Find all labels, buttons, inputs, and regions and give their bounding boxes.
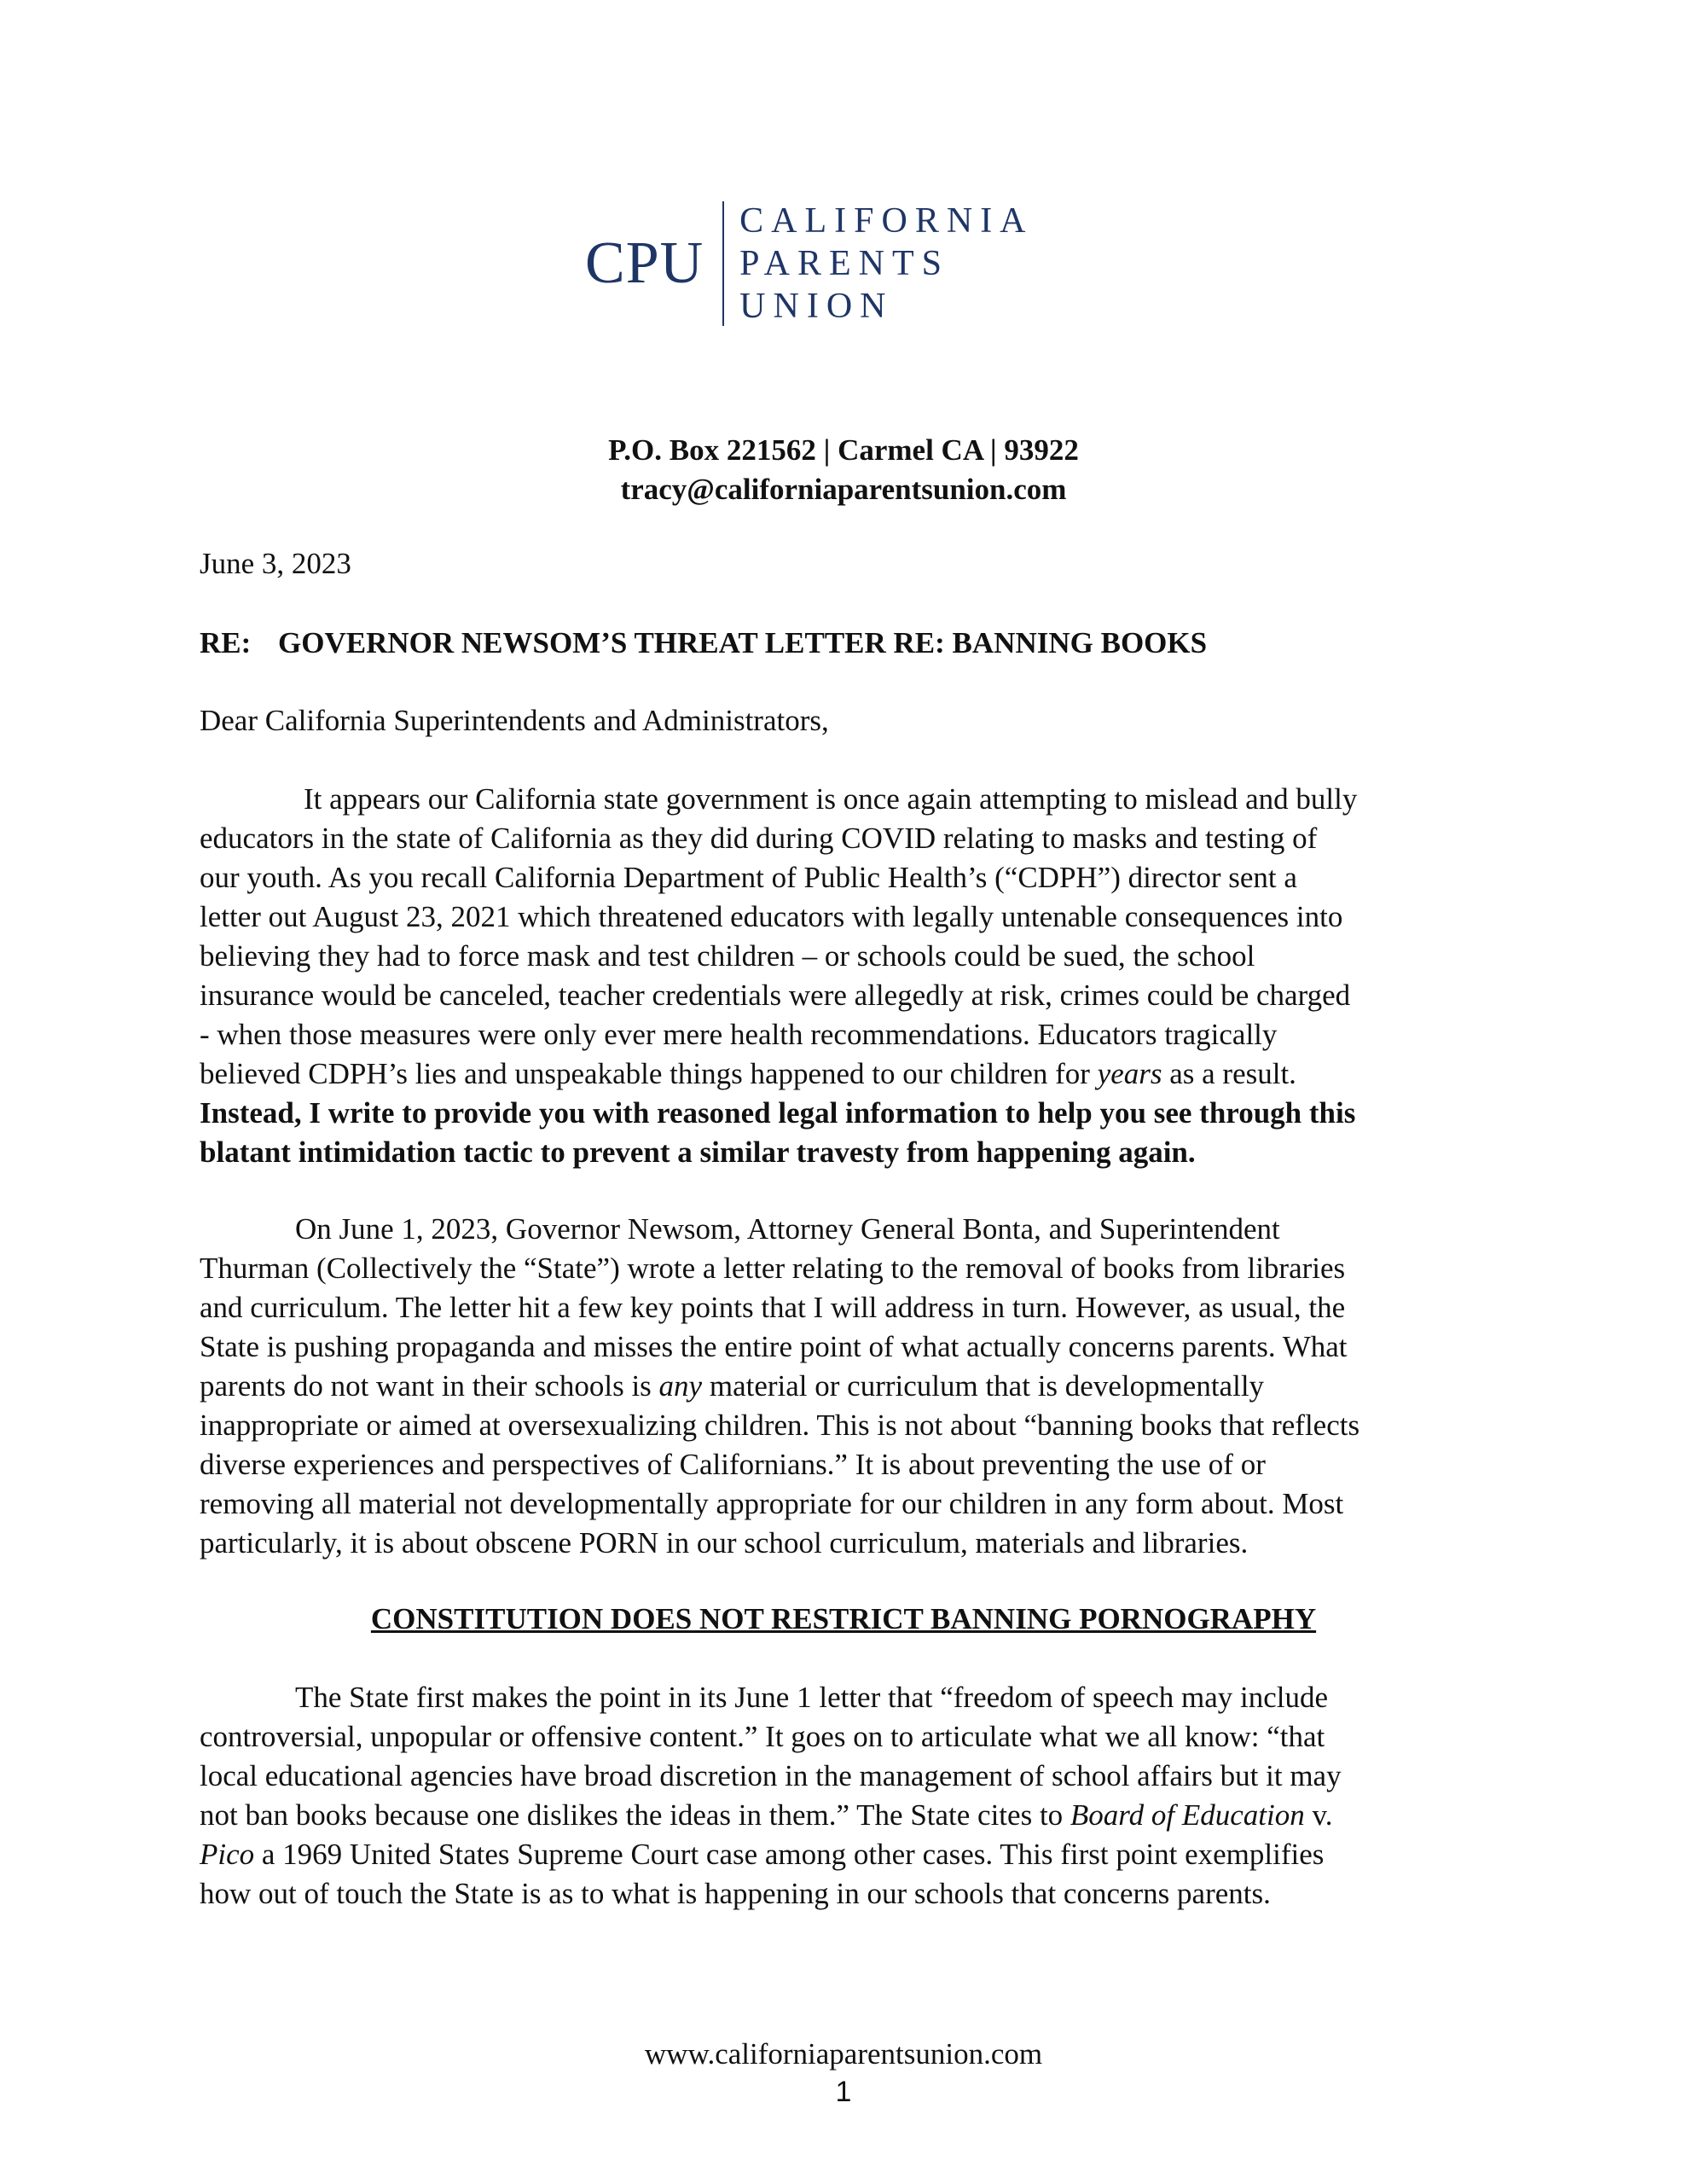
letterhead-email: tracy@californiaparentsunion.com [620,473,1067,506]
logo-abbreviation: CPU [585,230,704,296]
paragraph-line [200,1367,1496,1406]
page-number: 1 [835,2076,852,2108]
case-name-board-of-education: Board of Education [1070,1798,1305,1832]
logo-word-california: CALIFORNIA [739,201,1034,241]
paragraph-2 [200,1210,1496,1563]
paragraph-line: insurance would be canceled, teacher credentials were allegedly at risk, crimes could be charged [200,979,1351,1012]
paragraph-line: local educational agencies have broad discretion in the management of school affairs but it may [200,1759,1342,1792]
letter-date: June 3, 2023 [200,547,351,580]
paragraph-3 [200,1678,1496,1914]
paragraph-line [200,1054,1496,1094]
paragraph-line: inappropriate or aimed at oversexualizing children. This is not about “banning books that reflects [200,1409,1360,1442]
paragraph-line: particularly, it is about obscene PORN in our school curriculum, materials and libraries. [200,1526,1249,1560]
salutation: Dear California Superintendents and Administrators, [200,704,829,737]
bold-line: blatant intimidation tactic to prevent a similar travesty from happening again. [200,1136,1196,1169]
paragraph-line [200,1796,1496,1835]
paragraph-line: believing they had to force mask and test children – or schools could be sued, the school [200,939,1255,973]
line-segment: not ban books because one dislikes the ideas in them.” The State cites to [200,1798,1070,1832]
paragraph-line: The State first makes the point in its June 1 letter that “freedom of speech may include [295,1681,1329,1714]
letterhead-address: P.O. Box 221562 | Carmel CA | 93922 [608,433,1079,467]
logo-word-parents: PARENTS [739,244,950,283]
paragraph-line: educators in the state of California as they did during COVID relating to masks and testing of [200,822,1318,855]
subject-label: RE: [200,626,252,659]
paragraph-line: our youth. As you recall California Department of Public Health’s (“CDPH”) director sent a [200,861,1297,894]
cpu-logo [585,201,1034,326]
logo-wordmark [739,201,1033,326]
logo-word-union: UNION [739,287,894,326]
bold-line: Instead, I write to provide you with reasoned legal information to help you see through this [200,1096,1356,1130]
paragraph-1 [200,780,1496,1172]
paragraph-line: diverse experiences and perspectives of Californians.” It is about preventing the use of or [200,1448,1266,1481]
paragraph-line: State is pushing propaganda and misses the entire point of what actually concerns parents. What [200,1330,1348,1363]
subject-text: GOVERNOR NEWSOM’S THREAT LETTER RE: BANNING BOOKS [278,626,1208,659]
line-segment: as a result. [1162,1057,1296,1090]
line-segment: parents do not want in their schools is [200,1369,659,1403]
line-segment: v. [1304,1798,1333,1832]
line-segment: believed CDPH’s lies and unspeakable things happened to our children for [200,1057,1098,1090]
paragraph-line [200,1835,1496,1874]
paragraph-line: On June 1, 2023, Governor Newsom, Attorney General Bonta, and Superintendent [295,1212,1280,1246]
footer-website: www.californiaparentsunion.com [644,2037,1043,2071]
paragraph-line: controversial, unpopular or offensive content.” It goes on to articulate what we all know: “that [200,1720,1325,1753]
paragraph-line: removing all material not developmentally appropriate for our children in any form about. Most [200,1487,1344,1520]
paragraph-line: Thurman (Collectively the “State”) wrote a letter relating to the removal of books from libraries [200,1252,1346,1285]
paragraph-line: - when those measures were only ever mere health recommendations. Educators tragically [200,1018,1278,1051]
case-name-pico: Pico [200,1838,255,1871]
paragraph-line: letter out August 23, 2021 which threatened educators with legally untenable consequences into [200,900,1343,933]
paragraph-line: and curriculum. The letter hit a few key points that I will address in turn. However, as usual, the [200,1291,1346,1324]
logo-divider [722,201,724,326]
line-segment: a 1969 United States Supreme Court case among other cases. This first point exemplifies [254,1838,1325,1871]
emphasis-any: any [658,1369,703,1403]
line-segment: material or curriculum that is developmentally [702,1369,1265,1403]
paragraph-line: It appears our California state government is once again attempting to mislead and bully [304,782,1358,816]
paragraph-line: how out of touch the State is as to what is happening in our schools that concerns parents. [200,1877,1271,1910]
section-heading: CONSTITUTION DOES NOT RESTRICT BANNING PORNOGRAPHY [370,1602,1317,1635]
emphasis-years: years [1097,1057,1162,1090]
subject-line [200,624,1207,663]
